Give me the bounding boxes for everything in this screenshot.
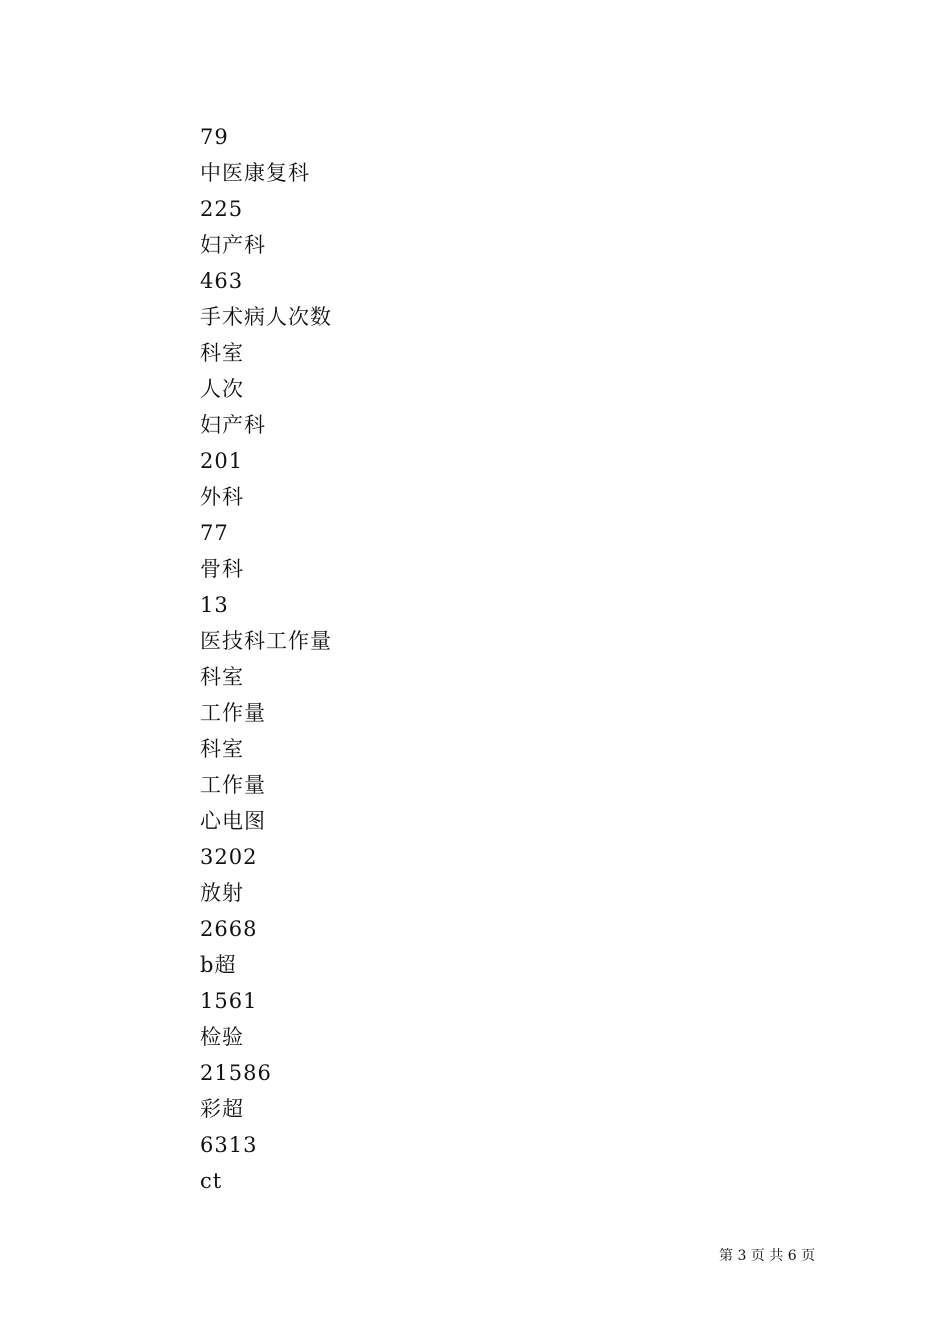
text-line: 中医康复科	[200, 161, 310, 185]
text-line: 科室	[200, 737, 244, 761]
text-line: b超	[200, 953, 237, 977]
text-line: 13	[200, 593, 229, 617]
text-line: 妇产科	[200, 413, 266, 437]
text-line: 科室	[200, 665, 244, 689]
text-line: 人次	[200, 377, 244, 401]
text-line: 手术病人次数	[200, 305, 332, 329]
text-line: 工作量	[200, 773, 266, 797]
text-line: 外科	[200, 485, 244, 509]
text-line: 21586	[200, 1061, 272, 1085]
text-line: 工作量	[200, 701, 266, 725]
text-line: 骨科	[200, 557, 244, 581]
text-line: 医技科工作量	[200, 629, 332, 653]
text-lines	[200, 119, 332, 1199]
text-line: 225	[200, 197, 244, 221]
text-line: 79	[200, 125, 229, 149]
text-line: 77	[200, 521, 229, 545]
text-line: 彩超	[200, 1097, 244, 1121]
text-line: 3202	[200, 845, 258, 869]
text-line: 妇产科	[200, 233, 266, 257]
text-line: ct	[200, 1169, 223, 1193]
text-line: 科室	[200, 341, 244, 365]
text-line: 463	[200, 269, 244, 293]
text-line: 2668	[200, 917, 258, 941]
text-line: 放射	[200, 881, 244, 905]
text-line: 6313	[200, 1133, 258, 1157]
text-line: 201	[200, 449, 244, 473]
text-line: 1561	[200, 989, 258, 1013]
text-line: 检验	[200, 1025, 244, 1049]
text-line: 心电图	[200, 809, 266, 833]
page-number-footer: 第 3 页 共 6 页	[719, 1248, 816, 1264]
